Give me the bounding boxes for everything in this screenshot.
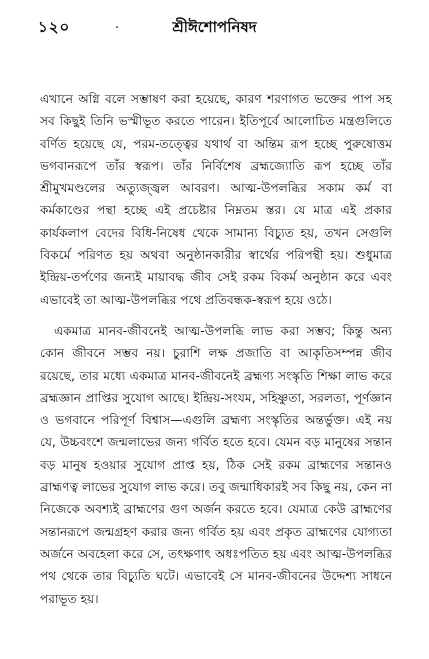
paragraph-2: একমাত্র মানব-জীবনেই আত্ম-উপলব্ধি লাভ করা সম্ভব; কিন্তু অন্য কোন জীবনে সম্ভব নয়। চুরাশি লক্ষ প্রজাতি বা আকৃতিসম্পন্ন জীব রয়েছে, তার মধ্যে একমাত্র মানব-জীবনেই ব্রহ্মণ্য সংস্কৃতি শিক্ষা লাভ করে ব্রহ্মজ্ঞান প্রাপ্তির সুযোগ আছে। ইন্দ্রিয়-সংযম, সহিষ্ণুতা, সরলতা, পূর্ণজ্ঞান ও ভগবানে পরিপূর্ণ বিশ্বাস—এগুলি ব্রহ্মণ্য সংস্কৃতির অন্তর্ভুক্ত। এই নয় যে, উচ্চবংশে জন্মলাভের জন্য গর্বিত হতে হবে। যেমন বড় মানুষের সন্তান বড় মানুষ হওয়ার সুযোগ প্রাপ্ত হয়, ঠিক সেই রকম ব্রাহ্মণের সন্তানও ব্রাহ্মণত্ব লাভের সুযোগ লাভ করে। তবু জন্মাধিকারই সব কিছু নয়, কেন না নিজেকে অবশ্যই ব্রাহ্মণের গুণ অর্জন করতে হবে। যেমাত্র কেউ ব্রাহ্মণের সন্তানরূপে জন্মগ্রহণ করার জন্য গর্বিত হয় এবং প্রকৃত ব্রাহ্মণের যোগ্যতা অর্জনে অবহেলা করে সে, তৎক্ষণাৎ অধঃপতিত হয় এবং আত্ম-উপলব্ধির পথ থেকে তার বিচ্যুতি ঘটে। এভাবেই সে মানব-জীবনের উদ্দেশ্য সাধনে পরাভূত হয়। xyxy=(40,323,392,606)
page-number: ১২০ xyxy=(38,18,71,36)
body-text xyxy=(40,88,392,610)
paragraph-1: এখানে অগ্নি বলে সম্ভাষণ করা হয়েছে, কারণ শরণাগত ভক্তের পাপ সহ সব কিছুই তিনি ভস্মীভূত করতে পারেন। ইতিপূর্বে আলোচিত মন্ত্রগুলিতে বর্ণিত হয়েছে যে, পরম-তত্ত্বের যথার্থ বা অন্তিম রূপ হচ্ছে পুরুষোত্তম ভগবানরূপে তাঁর স্বরূপ। তাঁর নির্বিশেষ ব্রহ্মজ্যোতি রূপ হচ্ছে তাঁর শ্রীমুখমণ্ডলের অত্যুজ্জ্বল আবরণ। আত্ম-উপলব্ধির সকাম কর্ম বা কর্মকাণ্ডের পন্থা হচ্ছে এই প্রচেষ্টার নিম্নতম স্তর। যে মাত্র এই প্রকার কার্যকলাপ বেদের বিধি-নিষেধ থেকে সামান্য বিচ্যুত হয়, তখন সেগুলি বিকর্মে পরিণত হয় অথবা অনুষ্ঠানকারীর স্বার্থের পরিপন্থী হয়। শুধুমাত্র ইন্দ্রিয়-তর্পণের জন্যই মায়াবদ্ধ জীব সেই রকম বিকর্ম অনুষ্ঠান করে এবং এভাবেই তা আত্ম-উপলব্ধির পথে প্রতিবন্ধক-স্বরূপ হয়ে ওঠে। xyxy=(40,92,392,307)
running-header xyxy=(38,14,391,38)
running-title: শ্রীঈশোপনিষদ xyxy=(172,18,257,36)
